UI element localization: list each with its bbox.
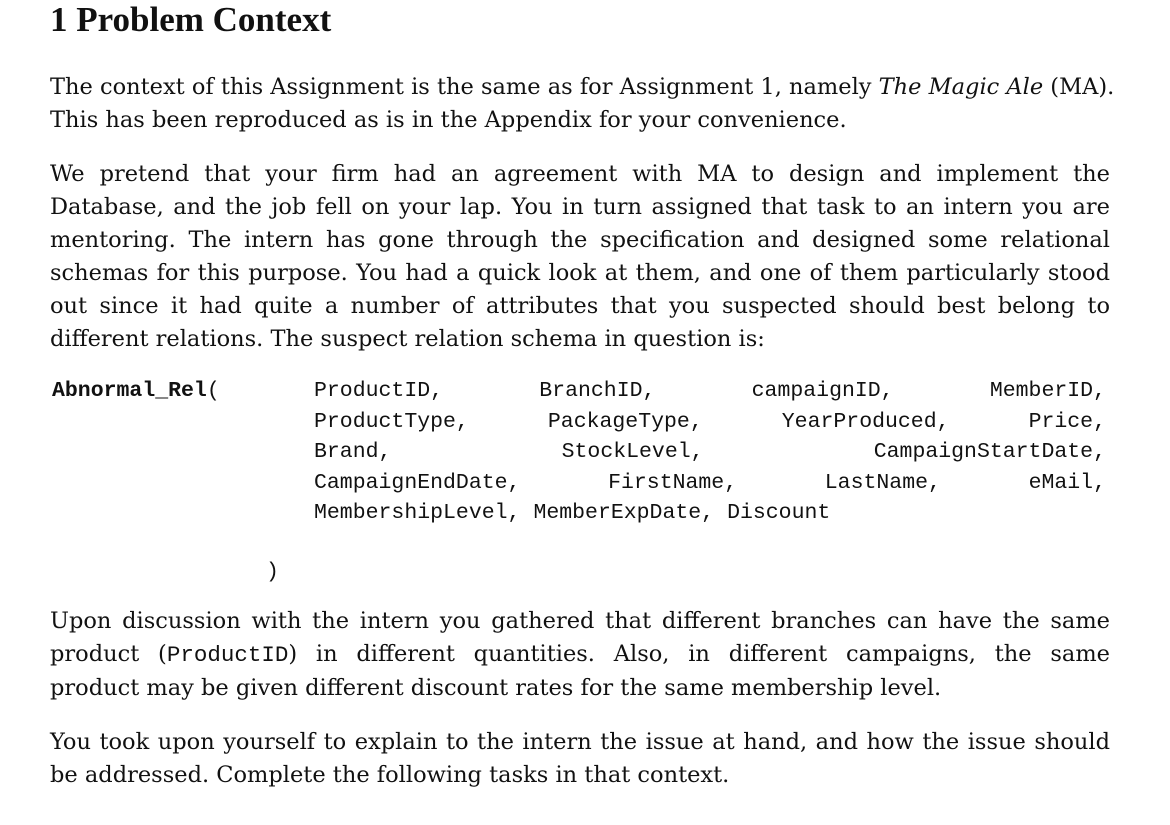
discussion-line-1: Upon discussion with the intern you gathered that different branches can have the same <box>50 608 1110 634</box>
schema-attr-row <box>314 437 1106 468</box>
context-paragraph <box>50 71 1115 137</box>
schema-attr: BranchID, <box>539 379 656 403</box>
schema-attr: LastName, <box>824 470 941 495</box>
scenario-paragraph <box>50 158 1110 356</box>
schema-attr: StockLevel, <box>561 440 704 464</box>
discussion-line-3: product may be given different discount rates for the same membership level. <box>50 675 942 701</box>
schema-attr: Brand, <box>314 440 392 464</box>
schema-attr-row <box>314 468 1106 499</box>
scenario-line-3: mentoring. The intern has gone through the specification and designed some relational <box>50 227 1110 253</box>
schema-attr: campaignID, <box>751 379 894 403</box>
scenario-line-5: out since it had quite a number of attributes that you suspected should best belong to <box>50 293 1110 319</box>
schema-attr: Price, <box>1028 409 1106 434</box>
context-text-post: (MA). <box>1043 74 1115 100</box>
schema-attr: MemberID, <box>989 379 1106 403</box>
discussion-line-2 <box>50 638 1110 672</box>
schema-close-paren: ) <box>266 560 279 584</box>
schema-name <box>52 376 220 406</box>
task-paragraph <box>50 726 1110 792</box>
discussion-text-pre: product ( <box>50 641 167 667</box>
schema-attr: CampaignStartDate, <box>873 440 1106 464</box>
schema-attr: PackageType, <box>547 409 703 434</box>
schema-attr: CampaignEndDate, <box>314 470 521 495</box>
task-line-2: be addressed. Complete the following tasks in that context. <box>50 762 730 788</box>
discussion-paragraph <box>50 605 1110 705</box>
inline-code-productid: ProductID <box>166 642 289 668</box>
schema-attr-row <box>314 376 1106 407</box>
schema-name-text: Abnormal_Rel <box>52 379 207 403</box>
section-heading: 1 Problem Context <box>50 0 332 39</box>
schema-attr: eMail, <box>1028 470 1106 495</box>
discussion-text-post: ) in different quantities. Also, in different campaigns, the same <box>288 641 1110 667</box>
schema-attr: Discount <box>727 501 831 525</box>
schema-attr: MemberExpDate, <box>533 501 715 525</box>
context-text-pre: The context of this Assignment is the same as for Assignment 1, namely <box>50 74 879 100</box>
scenario-line-2: Database, and the job fell on your lap. You in turn assigned that task to an intern you are <box>50 194 1110 220</box>
scenario-line-1: We pretend that your firm had an agreement with MA to design and implement the <box>50 161 1110 187</box>
schema-attr-row <box>314 498 1106 529</box>
schema-attr: MembershipLevel, <box>314 501 521 525</box>
scenario-line-6: different relations. The suspect relation schema in question is: <box>50 326 765 352</box>
schema-attr-row <box>314 407 1106 438</box>
schema-attr: ProductType, <box>314 409 469 434</box>
schema-attribute-list <box>314 376 1106 529</box>
schema-attr: ProductID, <box>314 379 444 403</box>
context-line-1 <box>50 71 1115 104</box>
schema-attr: YearProduced, <box>781 409 950 434</box>
schema-open-paren: ( <box>206 379 220 403</box>
assignment-name: The Magic Ale <box>878 74 1044 100</box>
context-line-2: This has been reproduced as is in the Appendix for your convenience. <box>50 107 847 133</box>
task-line-1: You took upon yourself to explain to the intern the issue at hand, and how the issue should <box>50 729 1110 755</box>
schema-attr: FirstName, <box>608 470 738 495</box>
scenario-line-4: schemas for this purpose. You had a quick look at them, and one of them particularly stood <box>50 260 1110 286</box>
